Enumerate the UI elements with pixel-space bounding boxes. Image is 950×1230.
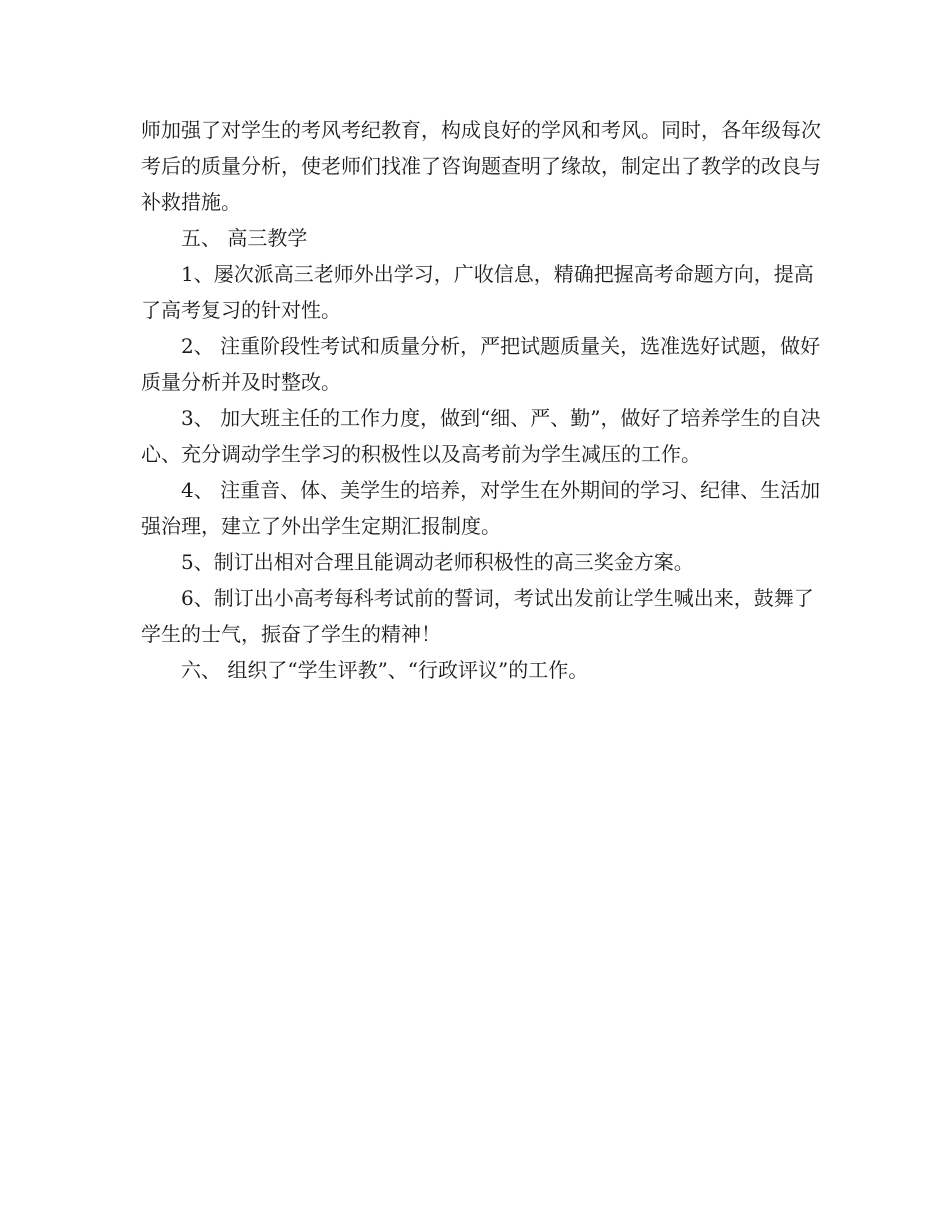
section-heading-six: 六、 组织了“学生评教”、“行政评议”的工作。: [181, 658, 589, 682]
list-item-1: 1、屡次派高三老师外出学习，广收信息，精确把握高考命题方向，提高了高考复习的针对性。: [141, 262, 814, 322]
list-item-3: 3、 加大班主任的工作力度，做到“细、严、勤”，做好了培养学生的自决心、充分调动学生学习的积极性以及高考前为学生减压的工作。: [141, 406, 821, 466]
document-body: [141, 112, 821, 688]
list-item-6: 6、制订出小高考每科考试前的誓词，考试出发前让学生喊出来，鼓舞了学生的士气，振奋了学生的精神！: [141, 586, 814, 646]
paragraph-continuation: 师加强了对学生的考风考纪教育，构成良好的学风和考风。同时，各年级每次考后的质量分析，使老师们找准了咨询题查明了缘故，制定出了教学的改良与补救措施。: [141, 118, 821, 214]
list-item-5: 5、制订出相对合理且能调动老师积极性的高三奖金方案。: [181, 550, 694, 574]
list-item-4: 4、 注重音、体、美学生的培养，对学生在外期间的学习、纪律、生活加强治理，建立了外出学生定期汇报制度。: [141, 478, 821, 538]
section-heading-five: 五、 高三教学: [181, 226, 308, 250]
list-item-2: 2、 注重阶段性考试和质量分析，严把试题质量关，选准选好试题，做好质量分析并及时整改。: [141, 334, 821, 394]
